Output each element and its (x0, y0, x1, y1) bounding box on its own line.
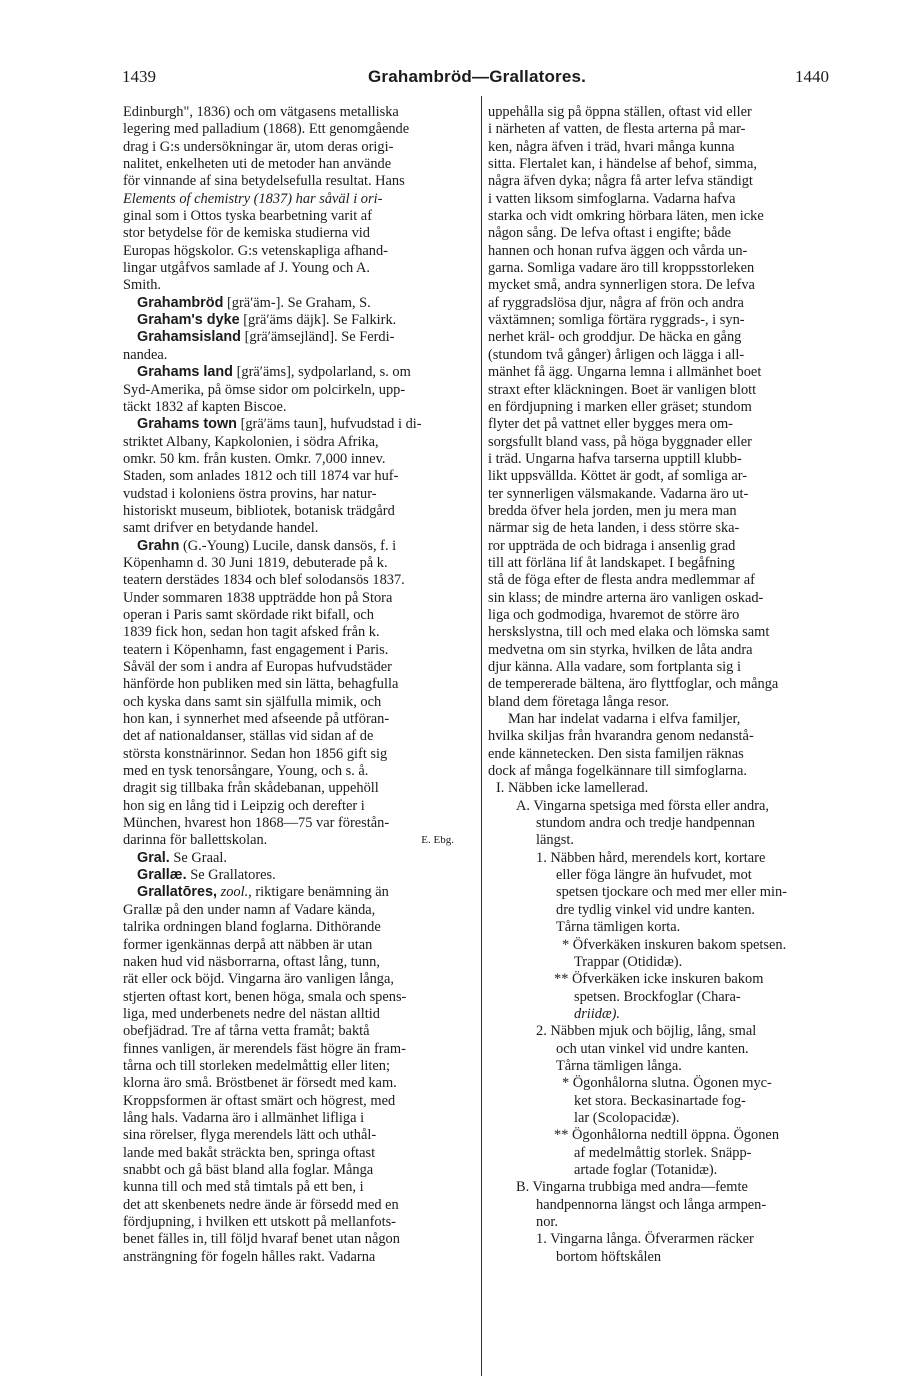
text-line: artade foglar (Totanidæ). (574, 1161, 718, 1178)
text-line: Såväl der som i andra af Europas hufvudstäder (123, 659, 392, 675)
text-line-with-signature (123, 832, 478, 849)
field-label: zool., (217, 884, 252, 901)
entry-grallatores (123, 884, 478, 1266)
text-line: snabbt och gå bäst bland alla foglar. Många (123, 1161, 374, 1178)
key-item: B. Vingarna trubbiga med andra—femte (516, 1179, 748, 1196)
entry-grahn (123, 538, 478, 850)
text-line: darinna för ballettskolan. (123, 832, 268, 849)
page-title: Grahambröd—Grallatores. (368, 67, 587, 86)
families-paragraph (488, 711, 843, 780)
text-line: likt uppsvällda. Köttet är godt, af somliga ar- (488, 468, 748, 485)
text-line: garna. Somliga vadare äro till kroppsstorleken (488, 260, 755, 277)
entry-grallae (123, 867, 478, 884)
text-line: det af nationaldanser, ställas vid sidan af de (123, 728, 374, 745)
text-line: driidæ). (574, 1005, 620, 1022)
entry-text: [gräʹäm-]. Se Graham, S. (223, 294, 371, 311)
headword: Grahams land (137, 364, 233, 381)
text-line: dock af många fogelkännare till simfoglarna. (488, 763, 747, 780)
text-line: handpennorna längst och långa armpen- (536, 1196, 767, 1213)
headword: Graham's dyke (137, 312, 240, 329)
text-line: ket stora. Beckasinartade fog- (574, 1092, 746, 1109)
text-line: striktet Albany, Kapkolonien, i södra Afrika, (123, 433, 379, 450)
text-line: lång hals. Vadarna äro i allmänhet lifliga i (123, 1109, 365, 1126)
text-line: längst. (536, 832, 574, 849)
headword: Grahams town (137, 416, 237, 433)
entry-text: (G.-Young) Lucile, dansk dansös, f. i (179, 537, 397, 554)
text-line: hvilka skiljas från hvarandra genom nedanstå- (488, 728, 754, 745)
text-line: mycket små, andra synnerligen stora. De lefva (488, 277, 755, 294)
text-line: drag i G:s undersökningar är, utom deras origi- (123, 138, 394, 155)
text-line: i närheten af vatten, de flesta arterna på mar- (488, 121, 746, 138)
text-line: ende kännetecken. Den sista familjen räknas (488, 745, 744, 762)
text-line: ansträngning för fogeln hålles rakt. Vadarna (123, 1248, 376, 1265)
text-line: München, hvarest hon 1868—75 var förestån- (123, 815, 390, 832)
text-line: nalitet, enkelheten uti de metoder han använde (123, 156, 392, 173)
text-line: sina rörelser, flyga merendels lätt och uthål- (123, 1127, 377, 1144)
key-item: 2. Näbben mjuk och böjlig, lång, smal (536, 1023, 757, 1040)
text-line: det att skenbenets nedre ände är försedd med en (123, 1196, 399, 1213)
text-line: en fördjupning i marken eller gräset; stundom (488, 398, 752, 415)
text-line: operan i Paris samt skördade rikt bifall, och (123, 606, 374, 623)
classification-key (488, 780, 843, 1266)
text-line: Smith. (123, 277, 161, 294)
text-line: (stundom två gånger) årligen och lägga i all- (488, 346, 745, 363)
text-line: herskslystna, till och med elaka och lömska samt (488, 624, 770, 641)
entry-text: Se Grallatores. (186, 867, 276, 884)
text-line: Man har indelat vadarna i elfva familjer, (508, 711, 741, 728)
text-line: hänförde hon publiken med sin lätta, behagfulla (123, 676, 399, 693)
text-line: fördjupning, i hvilken ett utskott på mellanfots- (123, 1214, 396, 1230)
text-line: Trappar (Otididæ). (574, 953, 683, 970)
text-line: talrika ordningen bland foglarna. Dithörande (123, 919, 381, 936)
key-item: 1. Vingarna långa. Öfverarmen räcker (536, 1231, 754, 1248)
text-line: och utan vinkel vid undre kanten. (556, 1040, 749, 1057)
text-line: lar (Scolopacidæ). (574, 1109, 680, 1126)
text-line: spetsen. Brockfoglar (Chara- (574, 988, 741, 1005)
text-line: Tårna tämligen korta. (556, 919, 681, 936)
headword: Grahamsisland (137, 329, 241, 346)
key-item: A. Vingarna spetsiga med första eller andra, (516, 797, 770, 814)
text-line: liga, med underbenets nedre del nästan alltid (123, 1005, 380, 1022)
key-subitem: * Öfverkäken inskuren bakom spetsen. (562, 936, 787, 953)
text-line: till att förläna lif åt landskapet. I begåfning (488, 554, 735, 571)
text-line: spetsen tjockare och med mer eller min- (556, 884, 787, 901)
text-line: stor betydelse för de kemiska studierna vid (123, 225, 370, 242)
grallatores-continued (488, 104, 843, 711)
key-item: I. Näbben icke lamellerad. (496, 780, 649, 797)
text-line: klorna äro små. Bröstbenet är försedt med kam. (123, 1075, 397, 1092)
text-line: Edinburgh", 1836) och om vätgasens metalliska (123, 104, 399, 120)
text-line: djur känna. Alla vadare, som fortplanta sig i (488, 659, 741, 675)
text-line: bland dem företaga långa resor. (488, 693, 670, 710)
text-line: växtämnen; somliga förtära ryggrads-, i syn- (488, 312, 745, 329)
text-line: ken, några äfven i träd, hvari många kunna (488, 138, 735, 155)
text-line: stjerten oftast kort, benen höga, smala och spens- (123, 988, 407, 1005)
text-line: största konstnärinnor. Sedan hon 1856 gift sig (123, 745, 388, 762)
entry-grahambrod (123, 295, 478, 312)
text-line: nor. (536, 1214, 558, 1230)
text-line: sorgsfullt bland vass, på höga byggnader eller (488, 433, 752, 450)
key-subitem: * Ögonhålorna slutna. Ögonen myc- (562, 1075, 772, 1092)
text-line: stå de föga efter de flesta andra medlemmar af (488, 572, 755, 589)
entry-text: [gräʹäms], sydpolarland, s. om (232, 364, 411, 381)
text-line: Staden, som anlades 1812 och till 1874 var huf- (123, 468, 399, 485)
text-line: Syd-Amerika, på ömse sidor om polcirkeln, upp- (123, 381, 406, 398)
text-line: nerhet kräl- och groddjur. De häcka en gång (488, 329, 742, 346)
text-line: omkr. 50 km. från kusten. Omkr. 7,000 innev. (123, 450, 386, 467)
entry-grahams-dyke (123, 312, 478, 329)
intro-paragraph (123, 104, 478, 295)
text-line: teatern derstädes 1834 och blef solodansös 1837. (123, 572, 405, 589)
headword: Grallatōres, (137, 884, 217, 901)
text-line: med en tysk tenorsångare, Young, och s. å. (123, 763, 369, 780)
text-line: för vinnande af sina betydelsefulla resultat. Hans (123, 173, 405, 190)
entry-text: [gräʹäms däjk]. Se Falkirk. (239, 312, 397, 329)
text-line: dre tydlig vinkel vid undre kanten. (556, 901, 756, 918)
headword: Grallæ. (137, 867, 187, 884)
text-line: närmar sig de heta landen, i dess större ska- (488, 520, 740, 537)
text-line: benet fälles in, till följd hvaraf benet utan någon (123, 1231, 400, 1248)
text-line: Kroppsformen är oftast smärt och högrest, med (123, 1092, 396, 1109)
text-line: sitta. Flertalet kan, i händelse af behof, simma, (488, 156, 757, 173)
entry-grahams-land (123, 364, 478, 416)
text-line: Grallæ på den under namn af Vadare kända, (123, 901, 376, 918)
text-line: historiskt museum, bibliotek, botanisk trädgård (123, 502, 395, 519)
text-line: kunna till och med stå timtals på ett ben, i (123, 1179, 364, 1196)
text-line: och kyska dans samt sin själfulla mimik, och (123, 693, 382, 710)
text-line: starka och vidt omkring hörbara läten, men icke (488, 208, 764, 225)
text-line: hon sig en lång tid i Leipzig och derefter i (123, 797, 365, 814)
text-line: Under sommaren 1838 uppträdde hon på Stora (123, 589, 393, 606)
text-line: Köpenhamn d. 30 Juni 1819, debuterade på k. (123, 554, 388, 571)
text-line: bredda öfver hela jorden, men ju mera man (488, 502, 737, 519)
text-line: legering med palladium (1868). Ett genomgående (123, 121, 410, 138)
text-line: medvetna om sin styrka, hvilken de låta andra (488, 641, 753, 658)
key-subitem: ** Öfverkäken icke inskuren bakom (554, 971, 764, 988)
text-line: rät eller ock böjd. Vingarna äro vanligen långa, (123, 971, 394, 988)
text-line: straxt efter kläckningen. Boet är vanligen blott (488, 381, 757, 398)
key-item: 1. Näbben hård, merendels kort, kortare (536, 849, 766, 866)
text-line: af ryggradslösa djur, några af frön och andra (488, 294, 744, 311)
text-line: de tempererade bältena, äro flyttfoglar, och många (488, 676, 779, 693)
text-line: liga och godmodiga, hvaremot de större äro (488, 606, 740, 623)
text-line: 1839 fick hon, sedan hon tagit afsked från k. (123, 624, 380, 641)
text-line: flyter det på vattnet eller bygges mera om- (488, 416, 733, 433)
column-divider (481, 96, 482, 1376)
text-line: teatern i Köpenhamn, fast engagement i Paris. (123, 641, 389, 658)
text-line: i vatten liksom simfoglarna. Vadarna hafva (488, 190, 736, 207)
text-line: ginal som i Ottos tyska bearbetning varit af (123, 208, 372, 225)
text-line: uppehålla sig på öppna ställen, oftast vid eller (488, 104, 752, 120)
text-line: lande med bakåt sträckta ben, springa oftast (123, 1144, 376, 1161)
text-line: dragit sig tillbaka från skådebanan, uppehöll (123, 780, 379, 797)
text-line: tårna och till storleken medelmåttig eller liten; (123, 1057, 390, 1074)
right-column (488, 104, 843, 1266)
text-line: täckt 1832 af kapten Biscoe. (123, 398, 287, 415)
entry-grahamsisland (123, 329, 478, 364)
page-number-right: 1440 (795, 67, 829, 86)
text-line: former igenkännas derpå att näbben är utan (123, 936, 373, 953)
text-line: några äfven dyka; några få arter lefva ständigt (488, 173, 753, 190)
text-line: hannen och honan rufva äggen och vårda un- (488, 242, 748, 259)
headword: Grahambröd (137, 294, 224, 311)
text-line: naken hud vid näsborrarna, oftast lång, tunn, (123, 953, 380, 970)
text-line: hon kan, i synnerhet med afseende på utföran- (123, 711, 390, 728)
text-line: Tårna tämligen långa. (556, 1057, 682, 1074)
text-line: i träd. Ungarna hafva tarserna upptill klubb- (488, 450, 742, 467)
key-subitem: ** Ögonhålorna nedtill öppna. Ögonen (554, 1127, 780, 1144)
entry-text: Se Graal. (169, 849, 227, 866)
text-line: stundom andra och tredje handpennan (536, 815, 755, 832)
text-line: Europas högskolor. G:s vetenskapliga afhand- (123, 242, 388, 259)
author-signature: E. Ebg. (421, 834, 454, 847)
headword: Gral. (137, 849, 170, 866)
text-line: Elements of chemistry (1837) har såväl i ori- (123, 190, 383, 207)
entry-grahams-town (123, 416, 478, 537)
entry-text: [gräʹämsejländ]. Se Ferdi- (240, 329, 395, 346)
text-line: finnes vanligen, är merendels fäst högre än fram- (123, 1040, 406, 1057)
headword: Grahn (137, 537, 180, 554)
text-line: sin klass; de mindre arterna äro vanligen oskad- (488, 589, 764, 606)
text-line: någon sång. De lefva oftast i engifte; både (488, 225, 731, 242)
entry-text: [gräʹäms taun], hufvudstad i di- (236, 416, 422, 433)
text-line: eller föga längre än hufvudet, mot (556, 867, 752, 884)
text-line: lingar utgåfvos samlade af J. Young och A. (123, 260, 371, 277)
page-number-left: 1439 (122, 67, 156, 86)
text-line: mänhet få ägg. Ungarna lemna i allmänhet boet (488, 364, 762, 381)
text-line: bortom höftskålen (556, 1248, 662, 1265)
text-line: nandea. (123, 346, 168, 363)
text-line: ror uppträda de och bidraga i ansenlig grad (488, 537, 736, 554)
text-line: obefjädrad. Tre af tårna vetta framåt; baktå (123, 1023, 370, 1040)
text-line: vudstad i koloniens östra provins, har natur- (123, 485, 377, 502)
entry-gral (123, 850, 478, 867)
text-line: ter synnerligen välsmakande. Vadarna äro ut- (488, 485, 749, 502)
entry-text: riktigare benämning än (251, 884, 389, 901)
left-column (123, 104, 478, 1266)
text-line: af medelmåttig storlek. Snäpp- (574, 1144, 752, 1161)
text-line: samt drifver en betydande handel. (123, 520, 319, 537)
